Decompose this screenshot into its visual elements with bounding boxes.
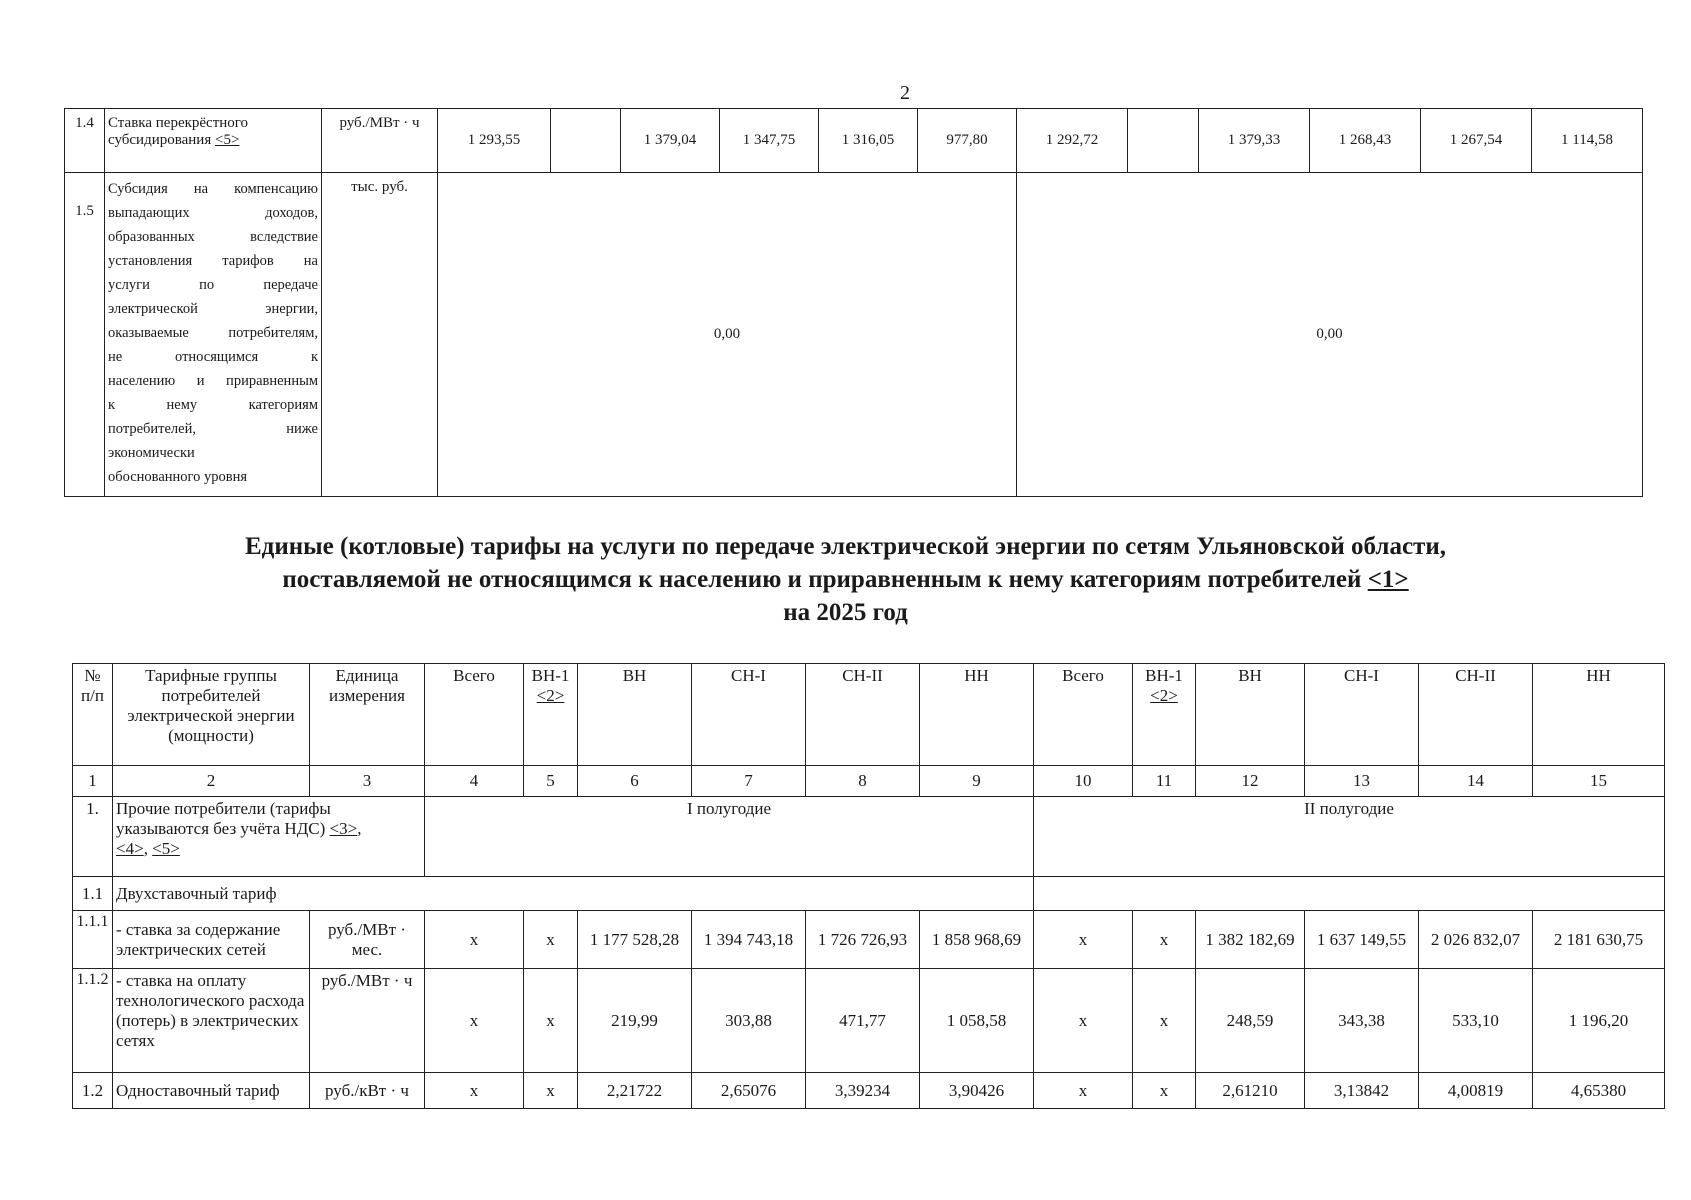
column-number: 12 <box>1196 766 1305 797</box>
column-number: 11 <box>1133 766 1196 797</box>
row-unit: руб./кВт · ч <box>310 1073 425 1109</box>
header-col: Всего <box>425 664 524 766</box>
column-number: 1 <box>73 766 113 797</box>
value-cell: x <box>1133 1073 1196 1109</box>
value-cell: 2 026 832,07 <box>1419 911 1533 969</box>
column-number: 6 <box>578 766 692 797</box>
heading-line: Единые (котловые) тарифы на услуги по передаче электрической энергии по сетям Ульяновской области, <box>245 533 1446 560</box>
heading-line: на 2025 год <box>783 599 908 626</box>
main-tariff-table <box>72 663 1665 1109</box>
row-unit: руб./МВт · мес. <box>310 911 425 969</box>
row-number: 1.1.2 <box>73 969 113 1073</box>
row-name-line: выпадающих доходов, <box>108 205 318 221</box>
empty-cell <box>1034 877 1665 911</box>
value-cell-half1: 0,00 <box>438 173 1017 497</box>
value-cell: 1 293,55 <box>438 109 551 173</box>
header-row <box>73 664 1665 766</box>
value-cell <box>1128 109 1199 173</box>
value-cell: 1 267,54 <box>1421 109 1532 173</box>
footnote-ref[interactable]: <2> <box>1150 686 1178 705</box>
value-cell: 2,21722 <box>578 1073 692 1109</box>
column-number-row <box>73 766 1665 797</box>
table-row-1-2 <box>73 1073 1665 1109</box>
column-number: 13 <box>1305 766 1419 797</box>
value-cell: 1 726 726,93 <box>806 911 920 969</box>
value-cell: x <box>1133 969 1196 1073</box>
header-col: НН <box>920 664 1034 766</box>
column-number: 4 <box>425 766 524 797</box>
value-cell: x <box>1034 969 1133 1073</box>
row-unit: руб./МВт · ч <box>310 969 425 1073</box>
value-cell: 1 196,20 <box>1533 969 1665 1073</box>
value-cell: 471,77 <box>806 969 920 1073</box>
row-name-line: электрической энергии, <box>108 301 318 317</box>
row-name: - ставка за содержание электрических сетей <box>113 911 310 969</box>
row-name <box>105 109 322 173</box>
row-number: 1.1 <box>73 877 113 911</box>
value-cell: 248,59 <box>1196 969 1305 1073</box>
value-cell <box>551 109 621 173</box>
row-name-line: Ставка перекрёстного <box>108 115 249 131</box>
row-name-line: обоснованного уровня <box>108 469 248 485</box>
row-number: 1.5 <box>65 173 105 497</box>
row-name-line: установления тарифов на <box>108 253 318 269</box>
header-col: СН-II <box>1419 664 1533 766</box>
column-number: 7 <box>692 766 806 797</box>
value-cell: 1 347,75 <box>720 109 819 173</box>
value-cell: x <box>1133 911 1196 969</box>
row-number: 1.1.1 <box>73 911 113 969</box>
column-number: 8 <box>806 766 920 797</box>
row-name-line: услуги по передаче <box>108 277 318 293</box>
header-col: Всего <box>1034 664 1133 766</box>
row-name-line: Субсидия на компенсацию <box>108 181 318 197</box>
column-number: 14 <box>1419 766 1533 797</box>
header-col: ВН-1 <2> <box>524 664 578 766</box>
value-cell: x <box>524 969 578 1073</box>
row-name-line: не относящимся к <box>108 349 318 365</box>
value-cell-half2: 0,00 <box>1017 173 1643 497</box>
value-cell: x <box>1034 1073 1133 1109</box>
header-col: НН <box>1533 664 1665 766</box>
footnote-ref[interactable]: <5> <box>215 132 240 148</box>
column-number: 5 <box>524 766 578 797</box>
header-col: СН-I <box>692 664 806 766</box>
value-cell: 1 637 149,55 <box>1305 911 1419 969</box>
row-number: 1.2 <box>73 1073 113 1109</box>
value-cell: 2,65076 <box>692 1073 806 1109</box>
column-number: 2 <box>113 766 310 797</box>
value-cell: 4,00819 <box>1419 1073 1533 1109</box>
value-cell: 977,80 <box>918 109 1017 173</box>
header-col: СН-II <box>806 664 920 766</box>
value-cell: 2 181 630,75 <box>1533 911 1665 969</box>
page-number: 2 <box>900 82 910 104</box>
value-cell: x <box>425 911 524 969</box>
column-number: 15 <box>1533 766 1665 797</box>
value-cell: 343,38 <box>1305 969 1419 1073</box>
table-row-1-5 <box>65 173 1643 497</box>
value-cell: 1 394 743,18 <box>692 911 806 969</box>
value-cell: 1 379,33 <box>1199 109 1310 173</box>
section-row-1 <box>73 797 1665 877</box>
footnote-ref[interactable]: <3> <box>329 819 358 838</box>
row-name: Одноставочный тариф <box>113 1073 310 1109</box>
row-unit: руб./МВт · ч <box>322 109 438 173</box>
value-cell: 1 268,43 <box>1310 109 1421 173</box>
value-cell: 4,65380 <box>1533 1073 1665 1109</box>
row-name-line: потребителей, ниже <box>108 421 318 437</box>
value-cell: x <box>524 1073 578 1109</box>
header-col: ВН <box>1196 664 1305 766</box>
value-cell: 1 292,72 <box>1017 109 1128 173</box>
value-cell: x <box>1034 911 1133 969</box>
row-name: Прочие потребители (тарифы указываются без учёта НДС) <3>, <4>, <5> <box>113 797 425 877</box>
row-name-line: образованных вследствие <box>108 229 318 245</box>
heading-line: поставляемой не относящимся к населению и приравненным к нему категориям потребителей <1> <box>282 566 1409 593</box>
header-num: № п/п <box>73 664 113 766</box>
column-number: 3 <box>310 766 425 797</box>
header-unit: Единица измерения <box>310 664 425 766</box>
value-cell: 533,10 <box>1419 969 1533 1073</box>
table-row-1-1-2 <box>73 969 1665 1073</box>
footnote-ref[interactable]: <4> <box>116 839 144 858</box>
row-number: 1. <box>73 797 113 877</box>
value-cell: 1 316,05 <box>819 109 918 173</box>
row-name-line: субсидирования <box>108 132 215 148</box>
value-cell: 1 177 528,28 <box>578 911 692 969</box>
table-heading <box>100 530 1591 629</box>
column-number: 10 <box>1034 766 1133 797</box>
footnote-ref[interactable]: <1> <box>1367 566 1409 593</box>
table-row-1-4 <box>65 109 1643 173</box>
row-name-line: оказываемые потребителям, <box>108 325 318 341</box>
row-name: Двухставочный тариф <box>113 877 1034 911</box>
footnote-ref[interactable]: <5> <box>152 839 180 858</box>
value-cell: 2,61210 <box>1196 1073 1305 1109</box>
header-col: ВН-1 <2> <box>1133 664 1196 766</box>
value-cell: 1 858 968,69 <box>920 911 1034 969</box>
value-cell: 303,88 <box>692 969 806 1073</box>
header-group: Тарифные группы потребителей электрической энергии (мощности) <box>113 664 310 766</box>
row-number: 1.4 <box>65 109 105 173</box>
value-cell: x <box>425 1073 524 1109</box>
value-cell: x <box>524 911 578 969</box>
row-name-line: населению и приравненным <box>108 373 318 389</box>
value-cell: 1 114,58 <box>1532 109 1643 173</box>
footnote-ref[interactable]: <2> <box>536 686 565 705</box>
table-row-1-1-1 <box>73 911 1665 969</box>
header-col: СН-I <box>1305 664 1419 766</box>
continued-tariff-table <box>64 108 1643 497</box>
value-cell: 3,90426 <box>920 1073 1034 1109</box>
row-name-line: экономически <box>108 445 195 461</box>
half-year-2-label: II полугодие <box>1034 797 1665 877</box>
header-col: ВН <box>578 664 692 766</box>
row-name-line: к нему категориям <box>108 397 318 413</box>
value-cell: 3,13842 <box>1305 1073 1419 1109</box>
value-cell: 1 382 182,69 <box>1196 911 1305 969</box>
row-unit: тыс. руб. <box>322 173 438 497</box>
value-cell: 1 058,58 <box>920 969 1034 1073</box>
half-year-1-label: I полугодие <box>425 797 1034 877</box>
section-row-1-1 <box>73 877 1665 911</box>
row-name <box>105 173 322 497</box>
column-number: 9 <box>920 766 1034 797</box>
value-cell: 219,99 <box>578 969 692 1073</box>
value-cell: 3,39234 <box>806 1073 920 1109</box>
value-cell: 1 379,04 <box>621 109 720 173</box>
row-name: - ставка на оплату технологического расхода (потерь) в электрических сетях <box>113 969 310 1073</box>
value-cell: x <box>425 969 524 1073</box>
